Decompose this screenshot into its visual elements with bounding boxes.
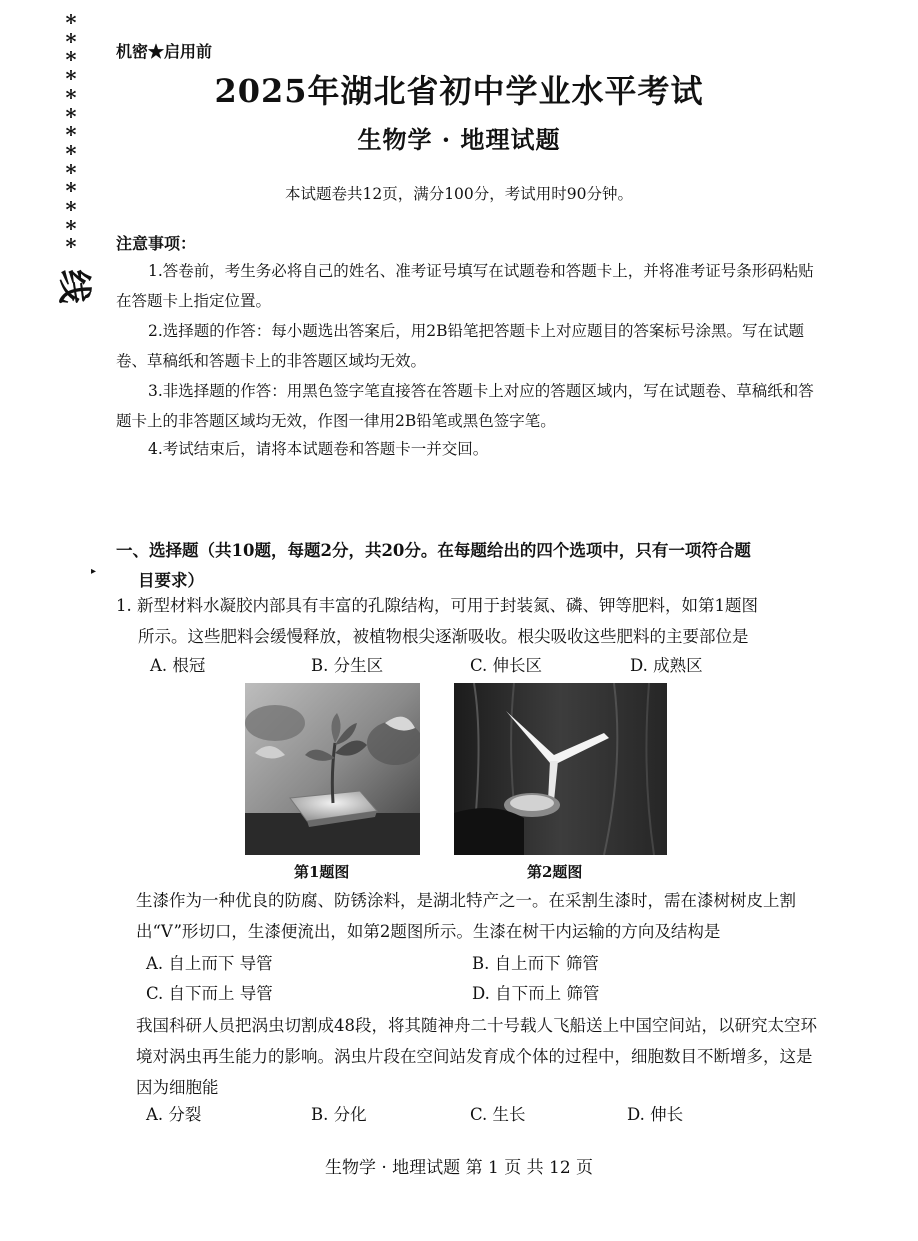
exam-title: 2025年湖北省初中学业水平考试: [214, 72, 704, 110]
question-1-option-b: B. 分生区: [311, 656, 384, 675]
note-item: 3.非选择题的作答：用黑色签字笔直接答在答题卡上对应的答题区域内，写在试题卷、草稿纸和答题卡上的非答题区域均无效，作图一律用2B铅笔或黑色签字笔。: [116, 382, 814, 430]
margin-star: *: [65, 140, 77, 166]
section-heading: [116, 536, 816, 596]
margin-star: *: [65, 84, 77, 110]
figure-2-caption: 第2题图: [527, 863, 583, 881]
question-1-option-d: D. 成熟区: [630, 656, 703, 675]
section-heading-line1: 一、选择题（共10题，每题2分，共20分。在每题给出的四个选项中，只有一项符合题: [116, 541, 751, 560]
question-3-option-a: A. 分裂: [146, 1105, 202, 1124]
binding-line-label: 线: [53, 269, 94, 304]
question-3-option-d: D. 伸长: [627, 1105, 684, 1124]
question-2-option-c: C. 自下而上 导管: [146, 984, 273, 1003]
question-3-option-b: B. 分化: [311, 1105, 367, 1124]
seedling-illustration: [245, 683, 420, 855]
margin-star: *: [65, 234, 77, 260]
margin-star: *: [65, 103, 77, 129]
margin-star: *: [65, 28, 77, 54]
question-1-stem: [116, 590, 806, 652]
note-item: 2.选择题的作答：每小题选出答案后，用2B铅笔把答题卡上对应题目的答案标号涂黑。写在试题卷、草稿纸和答题卡上的非答题区域均无效。: [116, 322, 805, 370]
question-1-stem-line1: 1. 新型材料水凝胶内部具有丰富的孔隙结构，可用于封装氮、磷、钾等肥料，如第1题图: [116, 596, 758, 615]
question-1-option-c: C. 伸长区: [470, 656, 543, 675]
question-2-stem: 生漆作为一种优良的防腐、防锈涂料，是湖北特产之一。在采割生漆时，需在漆树树皮上割出“V”形切口，生漆便流出，如第2题图所示。生漆在树干内运输的方向及结构是: [136, 891, 796, 941]
note-item: 1.答卷前，考生务必将自己的姓名、准考证号填写在试题卷和答题卡上，并将准考证号条形码粘贴在答题卡上指定位置。: [116, 262, 814, 310]
section-heading-line2: 目要求）: [138, 571, 204, 590]
confidential-label: 机密★启用前: [116, 42, 213, 61]
margin-star: *: [65, 122, 77, 148]
exam-info: 本试题卷共12页，满分100分，考试用时90分钟。: [284, 185, 634, 203]
margin-star: *: [65, 10, 77, 35]
margin-star: *: [65, 47, 77, 73]
margin-star: *: [65, 215, 77, 241]
question-3-option-c: C. 生长: [470, 1105, 526, 1124]
question-2-option-b: B. 自上而下 筛管: [472, 954, 599, 973]
exam-subtitle: 生物学 · 地理试题: [357, 125, 561, 154]
question-1-stem-line2: 所示。这些肥料会缓慢释放，被植物根尖逐渐吸收。根尖吸收这些肥料的主要部位是: [138, 627, 749, 646]
note-item: 4.考试结束后，请将本试题卷和答题卡一并交回。: [148, 440, 489, 458]
margin-star: *: [65, 66, 77, 92]
notes-heading: 注意事项：: [116, 234, 197, 253]
figure-1-hydrogel-seedling: [245, 683, 420, 855]
margin-star: *: [65, 178, 77, 204]
margin-star: *: [65, 197, 77, 223]
question-3-stem: 我国科研人员把涡虫切割成48段，将其随神舟二十号载人飞船送上中国空间站，以研究太空环境对涡虫再生能力的影响。涡虫片段在空间站发育成个体的过程中，细胞数目不断增多，这是因为细胞能: [136, 1016, 817, 1097]
question-2-option-d: D. 自下而上 筛管: [472, 984, 600, 1003]
page-footer: 生物学 · 地理试题 第 1 页 共 12 页: [324, 1158, 594, 1178]
question-1-option-a: A. 根冠: [150, 656, 206, 675]
figure-1-caption: 第1题图: [294, 863, 350, 881]
margin-star: *: [65, 159, 77, 185]
margin-dot: ▸: [91, 566, 97, 577]
figure-2-lacquer-tree-cut: [454, 683, 667, 855]
tree-bark-illustration: [454, 683, 667, 855]
question-2-option-a: A. 自上而下 导管: [146, 954, 273, 973]
